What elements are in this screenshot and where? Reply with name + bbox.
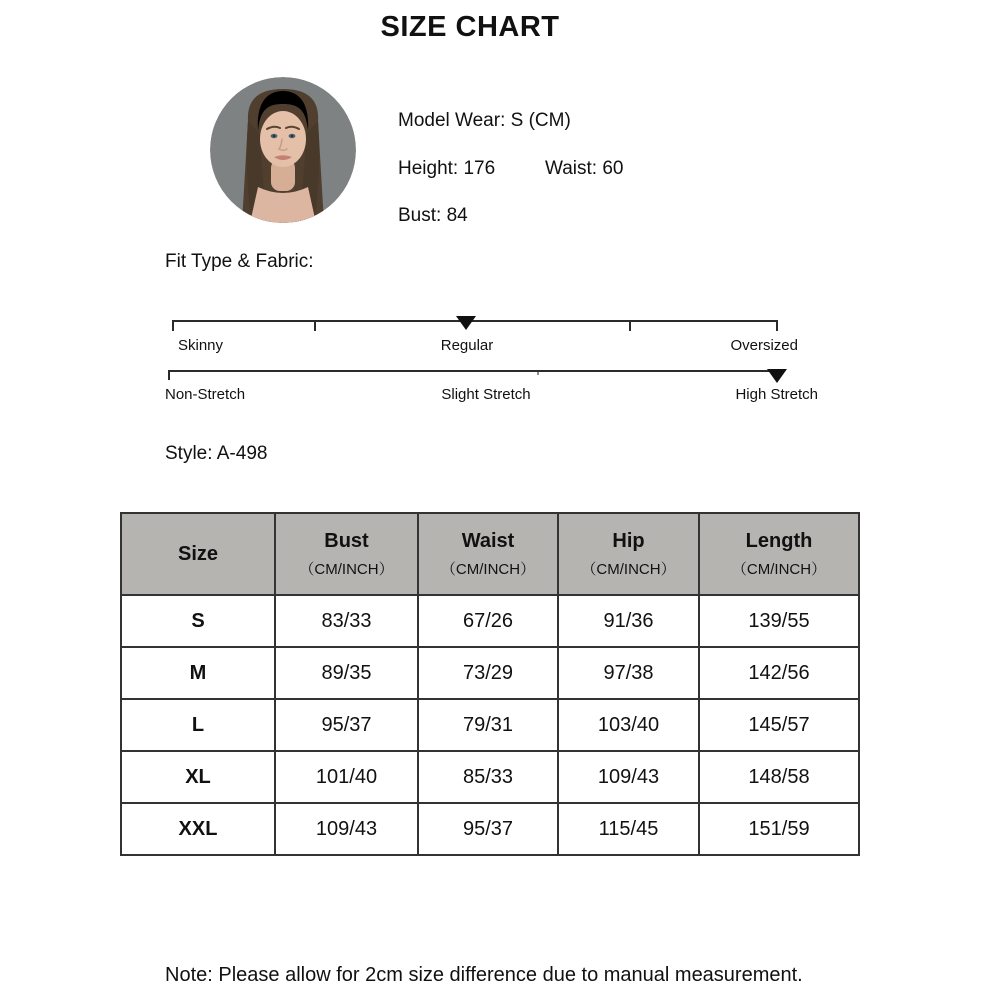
cell-length: 145/57 bbox=[699, 699, 859, 751]
cell-size: XXL bbox=[121, 803, 275, 855]
fit-scale-marker-icon bbox=[456, 316, 476, 330]
fit-scale-label-oversized: Oversized bbox=[730, 337, 798, 354]
header-waist: Waist （CM/INCH） bbox=[418, 513, 558, 595]
cell-bust: 89/35 bbox=[275, 647, 418, 699]
cell-hip: 97/38 bbox=[558, 647, 699, 699]
cell-length: 148/58 bbox=[699, 751, 859, 803]
model-wear-text: Model Wear: S (CM) bbox=[398, 110, 571, 131]
model-height-text: Height: 176 bbox=[398, 158, 496, 179]
size-table bbox=[120, 512, 860, 856]
table-row bbox=[121, 803, 859, 855]
stretch-scale-tick bbox=[168, 370, 170, 380]
cell-waist: 95/37 bbox=[418, 803, 558, 855]
fit-scale-label-regular: Regular bbox=[440, 337, 494, 354]
cell-hip: 91/36 bbox=[558, 595, 699, 647]
header-bust: Bust （CM/INCH） bbox=[275, 513, 418, 595]
cell-waist: 73/29 bbox=[418, 647, 558, 699]
header-hip: Hip （CM/INCH） bbox=[558, 513, 699, 595]
cell-size: L bbox=[121, 699, 275, 751]
table-header-row bbox=[121, 513, 859, 595]
cell-size: XL bbox=[121, 751, 275, 803]
stretch-scale-label-slight-stretch: Slight Stretch bbox=[441, 386, 531, 403]
cell-bust: 83/33 bbox=[275, 595, 418, 647]
cell-length: 151/59 bbox=[699, 803, 859, 855]
cell-length: 139/55 bbox=[699, 595, 859, 647]
note-text: Note: Please allow for 2cm size difference due to manual measurement. bbox=[165, 964, 803, 986]
cell-hip: 109/43 bbox=[558, 751, 699, 803]
cell-bust: 95/37 bbox=[275, 699, 418, 751]
page-title: SIZE CHART bbox=[380, 11, 560, 43]
fit-type-fabric-heading: Fit Type & Fabric: bbox=[165, 251, 314, 272]
cell-waist: 79/31 bbox=[418, 699, 558, 751]
model-height-waist-line bbox=[398, 158, 624, 180]
model-photo bbox=[210, 77, 356, 223]
header-length: Length （CM/INCH） bbox=[699, 513, 859, 595]
cell-hip: 115/45 bbox=[558, 803, 699, 855]
stretch-scale-marker-icon bbox=[767, 369, 787, 383]
cell-size: M bbox=[121, 647, 275, 699]
size-table-container bbox=[120, 512, 860, 856]
cell-length: 142/56 bbox=[699, 647, 859, 699]
table-row bbox=[121, 699, 859, 751]
stretch-scale-line bbox=[168, 370, 779, 372]
cell-hip: 103/40 bbox=[558, 699, 699, 751]
model-waist-text: Waist: 60 bbox=[545, 158, 624, 179]
fit-scale-tick bbox=[776, 320, 778, 331]
cell-bust: 101/40 bbox=[275, 751, 418, 803]
cell-bust: 109/43 bbox=[275, 803, 418, 855]
stretch-scale-label-high-stretch: High Stretch bbox=[735, 386, 818, 403]
stretch-scale-tick bbox=[537, 370, 539, 375]
stretch-scale-label-non-stretch: Non-Stretch bbox=[165, 386, 246, 403]
cell-waist: 67/26 bbox=[418, 595, 558, 647]
fit-scale-tick bbox=[314, 320, 316, 331]
fit-scale-label-skinny: Skinny bbox=[178, 337, 224, 354]
table-row bbox=[121, 751, 859, 803]
style-label: Style: A-498 bbox=[165, 443, 268, 464]
cell-size: S bbox=[121, 595, 275, 647]
model-bust-text: Bust: 84 bbox=[398, 205, 468, 226]
header-size: Size bbox=[121, 513, 275, 595]
model-portrait-image bbox=[210, 77, 356, 223]
table-row bbox=[121, 647, 859, 699]
fit-scale-tick bbox=[629, 320, 631, 331]
table-row bbox=[121, 595, 859, 647]
cell-waist: 85/33 bbox=[418, 751, 558, 803]
fit-scale-tick bbox=[172, 320, 174, 331]
